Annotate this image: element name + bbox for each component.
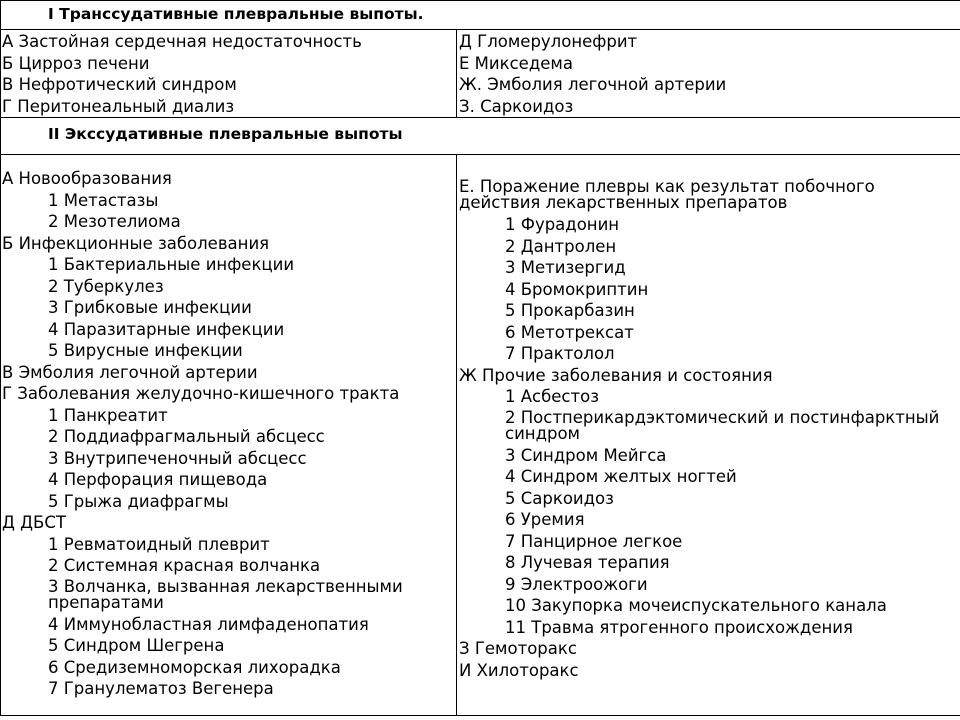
list-category: Е. Поражение плевры как результат побочного действия лекарственных препаратов	[459, 177, 875, 212]
list-subitem: 5 Грыжа диафрагмы	[48, 491, 229, 511]
list-category: З Гемоторакс	[459, 639, 577, 658]
list-category: Д ДБСТ	[2, 513, 66, 532]
list-subitem: 2 Дантролен	[505, 236, 617, 256]
list-subitem: 2 Поддиафрагмальный абсцесс	[48, 427, 325, 446]
list-category: А Новообразования	[2, 169, 172, 188]
list-subitem: 1 Асбестоз	[505, 387, 599, 406]
transudate-right-list	[457, 30, 960, 117]
list-subitem: 11 Травма ятрогенного происхождения	[505, 617, 853, 637]
list-subitem: 2 Постперикардэктомический и постинфарктный синдром	[505, 407, 940, 443]
list-subitem: 6 Средиземноморская лихорадка	[48, 657, 341, 677]
list-category: Б Инфекционные заболевания	[2, 233, 270, 253]
exudate-left-cell	[1, 155, 457, 716]
list-subitem: 6 Метотрексат	[505, 322, 634, 342]
list-subitem: 7 Гранулематоз Вегенера	[48, 679, 274, 698]
list-subitem: 9 Электроожоги	[505, 574, 648, 594]
transudate-title: I Транссудативные плевральные выпоты.	[48, 5, 424, 23]
list-subitem: 3 Метизергид	[505, 258, 626, 277]
list-subitem: 2 Системная красная волчанка	[48, 556, 321, 575]
list-subitem: 5 Вирусные инфекции	[48, 341, 243, 360]
list-category: Ж Прочие заболевания и состояния	[459, 365, 773, 385]
list-subitem: 1 Бактериальные инфекции	[48, 255, 295, 274]
list-subitem: 4 Синдром желтых ногтей	[505, 467, 737, 486]
transudate-left-list	[1, 30, 456, 117]
list-subitem: 6 Уремия	[505, 510, 585, 529]
list-item: Г Перитонеальный диализ	[2, 96, 235, 116]
list-subitem: 2 Мезотелиома	[48, 212, 181, 231]
transudate-left-cell	[1, 30, 457, 118]
exudate-right-cell	[457, 155, 960, 716]
list-subitem: 4 Перфорация пищевода	[48, 470, 268, 489]
list-subitem: 1 Панкреатит	[48, 405, 168, 425]
list-item: Д Гломерулонефрит	[459, 32, 638, 51]
list-subitem: 5 Прокарбазин	[505, 301, 635, 320]
exudate-left-list	[1, 155, 456, 700]
list-subitem: 8 Лучевая терапия	[505, 553, 670, 572]
list-item: А Застойная сердечная недостаточность	[2, 32, 362, 51]
list-subitem: 5 Саркоидоз	[505, 488, 614, 508]
list-item: Е Микседема	[459, 53, 573, 73]
list-subitem: 7 Панцирное легкое	[505, 531, 683, 551]
list-item: З. Саркоидоз	[459, 96, 574, 116]
list-category: И Хилоторакс	[459, 660, 579, 680]
list-subitem: 3 Внутрипеченочный абсцесс	[48, 448, 307, 468]
exudate-header-cell	[1, 118, 960, 155]
list-subitem: 4 Бромокриптин	[505, 279, 649, 299]
list-item: В Нефротический синдром	[2, 75, 237, 94]
list-subitem: 1 Фурадонин	[505, 215, 620, 234]
list-item: Б Цирроз печени	[2, 53, 150, 73]
list-subitem: 3 Грибковые инфекции	[48, 298, 252, 317]
list-subitem: 4 Иммунобластная лимфаденопатия	[48, 614, 369, 634]
exudate-right-list	[457, 155, 960, 681]
exudate-title: II Экссудативные плевральные выпоты	[48, 125, 403, 143]
list-subitem: 7 Практолол	[505, 344, 615, 363]
transudate-header-cell	[1, 1, 960, 30]
transudate-right-cell	[457, 30, 960, 118]
list-category: В Эмболия легочной артерии	[2, 362, 258, 382]
list-item: Ж. Эмболия легочной артерии	[459, 75, 727, 94]
list-subitem: 5 Синдром Шегрена	[48, 636, 225, 655]
list-subitem: 1 Ревматоидный плеврит	[48, 534, 270, 554]
list-subitem: 1 Метастазы	[48, 190, 159, 210]
list-category: Г Заболевания желудочно-кишечного тракта	[2, 384, 400, 403]
list-subitem: 3 Волчанка, вызванная лекарственными препаратами	[48, 576, 403, 612]
list-subitem: 2 Туберкулез	[48, 276, 164, 296]
list-subitem: 4 Паразитарные инфекции	[48, 319, 285, 339]
list-subitem: 10 Закупорка мочеиспускательного канала	[505, 596, 887, 615]
list-subitem: 3 Синдром Мейгса	[505, 445, 667, 465]
